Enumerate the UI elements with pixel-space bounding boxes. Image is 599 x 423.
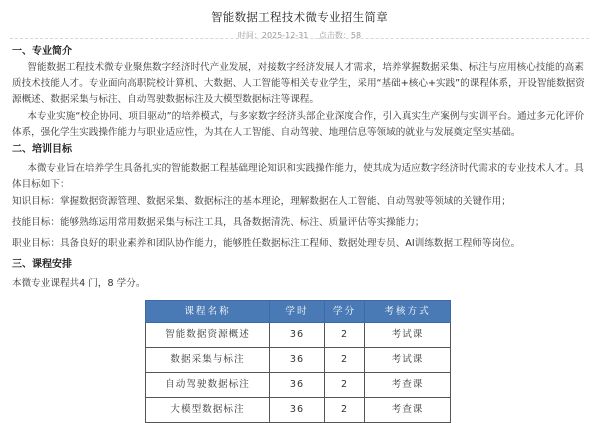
course-credits: 2 (325, 323, 365, 348)
course-hours: 36 (270, 398, 325, 423)
article-title: 智能数据工程技术微专业招生简章 (211, 10, 388, 24)
goal-career: 职业目标：具备良好的职业素养和团队协作能力，能够胜任数据标注工程师、数据处理专员、AI训练数据工程师等岗位。 (12, 238, 521, 249)
header-course-name: 课程名称 (146, 301, 270, 323)
header-assessment: 考核方式 (365, 301, 451, 323)
table-row (146, 373, 451, 398)
header-credits: 学分 (325, 301, 365, 323)
course-assessment: 考试课 (365, 348, 451, 373)
course-name: 数据采集与标注 (146, 348, 270, 373)
section-heading-goals: 二、培训目标 (12, 144, 72, 155)
intro-paragraph-2: 本专业实施“校企协同、项目驱动”的培养模式，与多家数字经济头部企业深度合作，引入真实生产案例与实训平台。通过多元化评价体系，强化学生实践操作能力与职业适应性，为其在人工智能、自动驾驶、地理信息等领域的就业与发展奠定坚实基础。 (12, 111, 585, 138)
course-hours: 36 (270, 373, 325, 398)
intro-paragraph-1: 智能数据工程技术微专业聚焦数字经济时代产业发展，对接数字经济发展人才需求，培养掌握数据采集、标注与应用核心技能的高素质技术技能人才。专业面向高职院校计算机、大数据、人工智能等相关专业学生，采用“基础+核心+实践”的课程体系，开设智能数据资源概述、数据采集与标注、自动驾驶数据标注及大模型数据标注等课程。 (12, 62, 585, 105)
course-table (145, 300, 451, 423)
course-credits: 2 (325, 373, 365, 398)
courses-summary: 本微专业课程共4 门，8 学分。 (12, 278, 146, 289)
article-meta (0, 29, 599, 43)
course-name: 自动驾驶数据标注 (146, 373, 270, 398)
section-heading-intro: 一、专业简介 (12, 46, 72, 57)
course-name: 智能数据资源概述 (146, 323, 270, 348)
table-row (146, 398, 451, 423)
goal-skill: 技能目标：能够熟练运用常用数据采集与标注工具，具备数据清洗、标注、质量评估等实操能力； (12, 217, 425, 228)
publish-time: 时间：2025-12-31 (237, 31, 309, 40)
course-assessment: 考查课 (365, 398, 451, 423)
goal-knowledge: 知识目标：掌握数据资源管理、数据采集、数据标注的基本理论，理解数据在人工智能、自动驾驶等领域的关键作用； (12, 196, 511, 207)
course-hours: 36 (270, 348, 325, 373)
course-table-header (146, 301, 451, 323)
header-hours: 学时 (270, 301, 325, 323)
course-hours: 36 (270, 323, 325, 348)
course-name: 大模型数据标注 (146, 398, 270, 423)
table-row (146, 348, 451, 373)
view-count: 点击数：58 (318, 31, 362, 40)
course-assessment: 考试课 (365, 323, 451, 348)
section-heading-courses: 三、课程安排 (12, 259, 72, 270)
course-credits: 2 (325, 348, 365, 373)
course-credits: 2 (325, 398, 365, 423)
course-assessment: 考查课 (365, 373, 451, 398)
table-row (146, 323, 451, 348)
goals-paragraph: 本微专业旨在培养学生具备扎实的智能数据工程基础理论知识和实践操作能力，使其成为适应数字经济时代需求的专业技术人才。具体目标如下： (12, 163, 584, 190)
title-divider (10, 38, 589, 39)
